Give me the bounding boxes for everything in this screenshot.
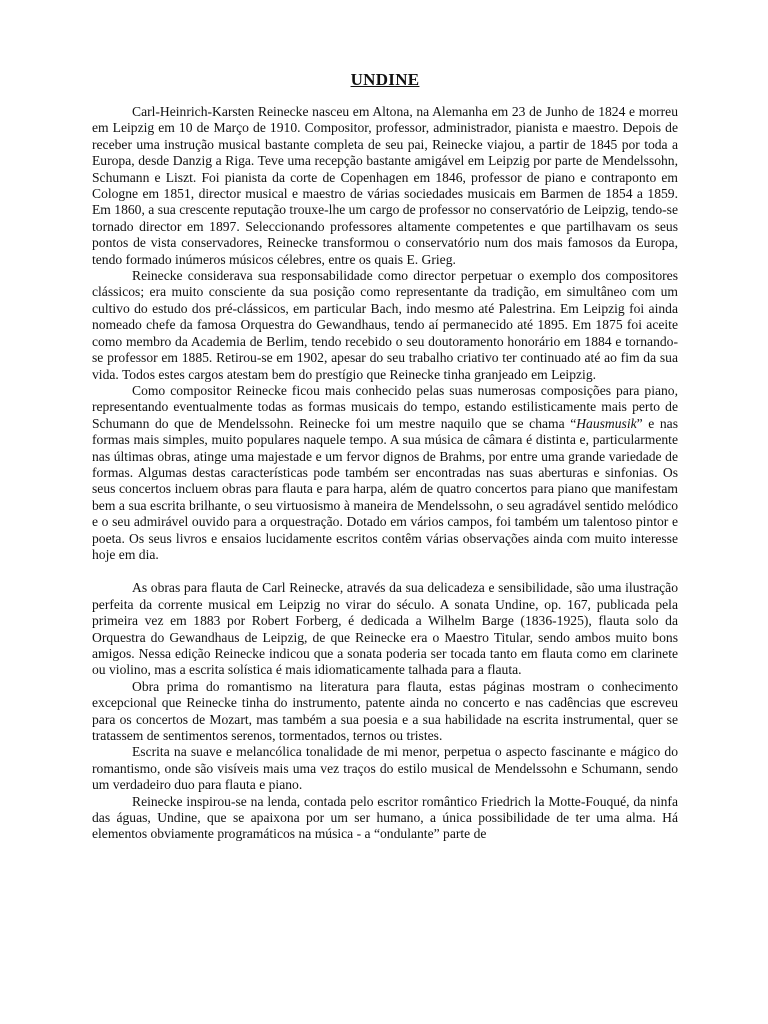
document-page <box>92 70 678 843</box>
paragraph-composer-text-before: Como compositor Reinecke ficou mais conhecido pelas suas numerosas composições para piano, representando eventualmente todas as formas musicais do tempo, estando estilisticamente mais perto de Schumann do que de Mendelssohn. Reinecke foi um mestre naquilo que se chama “ <box>92 382 678 431</box>
paragraph-composer-text-after: ” e nas formas mais simples, muito populares naquele tempo. A sua música de câmara é distinta e, particularmente nas últimas obras, atinge uma majestade e um fervor dignos de Brahms, por entre uma grande variedade de formas. Algumas destas características pode também ser encontradas nas suas aberturas e sinfonias. Os seus concertos incluem obras para flauta e para harpa, além de quatro concertos para piano que manifestam bem a sua escrita brilhante, o seu virtuosismo à maneira de Mendelssohn, o seu agradável sentido melódico e o seu admirável ouvido para a orquestração. Dotado em vários campos, foi também um talentoso pintor e poeta. Os seus livros e ensaios lucidamente escritos contêm várias observações ainda com muito interesse hoje em dia. <box>92 415 678 562</box>
paragraph-composer <box>92 383 678 563</box>
paragraph-masterpiece: Obra prima do romantismo na literatura para flauta, estas páginas mostram o conhecimento excepcional que Reinecke tinha do instrumento, patente ainda no concerto e nas cadências que escreveu para os concertos de Mozart, mas também a sua poesia e a sua habilidade na escrita instrumental, quer se tratassem de sentimentos serenos, tormentados, ternos ou tristes. <box>92 678 678 744</box>
paragraph-biography: Carl-Heinrich-Karsten Reinecke nasceu em Altona, na Alemanha em 23 de Junho de 1824 e morreu em Leipzig em 10 de Março de 1910. Compositor, professor, administrador, pianista e maestro. Depois de receber uma instrução musical bastante completa de seu pai, Reinecke viajou, a partir de 1845 por toda a Europa, desde Danzig a Riga. Teve uma recepção bastante amigável em Leipzig por parte de Mendelssohn, Schumann e Liszt. Foi pianista da corte de Copenhagen em 1846, professor de piano e contraponto em Cologne em 1851, director musical e maestro de várias sociedades musicais em Barmen de 1854 a 1859. Em 1860, a sua crescente reputação trouxe-lhe um cargo de professor no conservatório de Leipzig, tendo-se tornado director em 1897. Seleccionando professores altamente competentes e que partilhavam os seus pontos de vista conservadores, Reinecke transformou o conservatório num dos mais famosos da Europa, tendo formado inúmeros músicos célebres, entre os quais E. Grieg. <box>92 104 678 267</box>
paragraph-tonality: Escrita na suave e melancólica tonalidade de mi menor, perpetua o aspecto fascinante e mágico do romantismo, onde são visíveis mais uma vez traços do estilo musical de Mendelssohn e Schumann, sendo um verdadeiro duo para flauta e piano. <box>92 744 678 793</box>
paragraph-flute-works: As obras para flauta de Carl Reinecke, através da sua delicadeza e sensibilidade, são uma ilustração perfeita da corrente musical em Leipzig no virar do século. A sonata Undine, op. 167, publicada pela primeira vez em 1883 por Robert Forberg, é dedicada a Wilhelm Barge (1836-1925), flauta solo da Orquestra do Gewandhaus de Leipzig, de que Reinecke era o Maestro Titular, sendo ambos muito bons amigos. Nessa edição Reinecke indicou que a sonata poderia ser tocada tanto em flauta como em clarinete ou violino, mas a escrita solística é mais idiomaticamente talhada para a flauta. <box>92 580 678 678</box>
document-title: UNDINE <box>350 70 420 89</box>
paragraph-director: Reinecke considerava sua responsabilidade como director perpetuar o exemplo dos compositores clássicos; era muito consciente da sua posição como representante da tradição, em simultâneo com um cultivo do estudo dos pré-clássicos, em particular Bach, indo mesmo até Palestrina. Em Leipzig foi ainda nomeado chefe da famosa Orquestra do Gewandhaus, tendo aí permanecido até 1895. Em 1875 foi aceite como membro da Academia de Berlim, tendo recebido o seu doutoramento honorário em 1884 e tornando-se professor em 1885. Retirou-se em 1902, apesar do seu trabalho criativo ter continuado até ao fim da sua vida. Todos estes cargos atestam bem do prestígio que Reinecke tinha granjeado em Leipzig. <box>92 268 678 382</box>
paragraph-spacer <box>92 563 678 580</box>
paragraph-legend: Reinecke inspirou-se na lenda, contada pelo escritor romântico Friedrich la Motte-Fouqué, da ninfa das águas, Undine, que se apaixona por um ser humano, a única possibilidade de ter uma alma. Há elementos obviamente programáticos na música - a “ondulante” parte de <box>92 793 678 842</box>
hausmusik-term: Hausmusik <box>576 415 637 431</box>
